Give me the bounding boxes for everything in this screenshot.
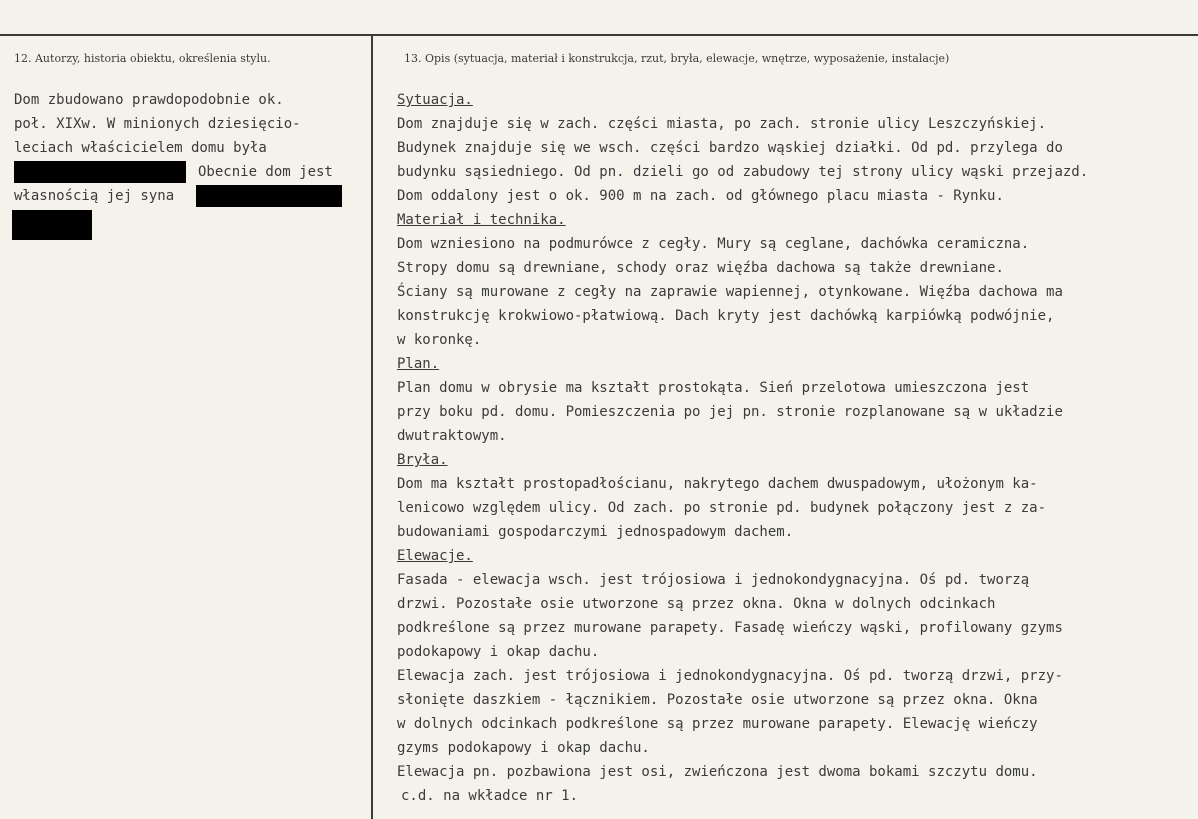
text-line: słonięte daszkiem - łącznikiem. Pozostałe osie utworzone są przez okna. Okna bbox=[397, 692, 1038, 708]
text-line: c.d. na wkładce nr 1. bbox=[401, 788, 579, 804]
text-line: Elewacja zach. jest trójosiowa i jednokondygnacyjna. Oś pd. tworzą drzwi, przy- bbox=[397, 668, 1063, 684]
text-line: konstrukcję krokwiowo-płatwiową. Dach kryty jest dachówką karpiówką podwójnie, bbox=[397, 308, 1055, 324]
section-heading-plan: Plan. bbox=[397, 356, 440, 372]
description-text bbox=[397, 88, 1197, 808]
top-rule bbox=[0, 34, 1198, 36]
redaction-block bbox=[14, 161, 186, 183]
section-heading-elevations: Elewacje. bbox=[397, 548, 473, 564]
history-line bbox=[14, 160, 364, 184]
redaction-block bbox=[196, 185, 342, 207]
section-heading-massing: Bryła. bbox=[397, 452, 448, 468]
redaction-block bbox=[12, 210, 92, 240]
text-line: Dom znajduje się w zach. części miasta, po zach. stronie ulicy Leszczyńskiej. bbox=[397, 116, 1047, 132]
text-line: Ściany są murowane z cegły na zaprawie wapiennej, otynkowane. Więźba dachowa ma bbox=[397, 284, 1063, 300]
history-line-text: Obecnie dom jest bbox=[198, 164, 333, 180]
text-line: Dom wzniesiono na podmurówce z cegły. Mury są ceglane, dachówka ceramiczna. bbox=[397, 236, 1030, 252]
text-line: Dom ma kształt prostopadłościanu, nakrytego dachem dwuspadowym, ułożonym ka- bbox=[397, 476, 1038, 492]
text-line: Elewacja pn. pozbawiona jest osi, zwieńczona jest dwoma bokami szczytu domu. bbox=[397, 764, 1038, 780]
history-line: poł. XIXw. W minionych dziesięcio- bbox=[14, 116, 301, 132]
text-line: Plan domu w obrysie ma kształt prostokąta. Sień przelotowa umieszczona jest bbox=[397, 380, 1030, 396]
text-line: w dolnych odcinkach podkreślone są przez murowane parapety. Elewację wieńczy bbox=[397, 716, 1038, 732]
history-line: leciach właścicielem domu była bbox=[14, 140, 267, 156]
history-text bbox=[14, 88, 364, 232]
history-line bbox=[14, 208, 364, 232]
text-line: drzwi. Pozostałe osie utworzone są przez okna. Okna w dolnych odcinkach bbox=[397, 596, 996, 612]
text-line: podkreślone są przez murowane parapety. Fasadę wieńczy wąski, profilowany gzyms bbox=[397, 620, 1063, 636]
text-line: dwutraktowym. bbox=[397, 428, 507, 444]
text-line: Stropy domu są drewniane, schody oraz więźba dachowa są także drewniane. bbox=[397, 260, 1004, 276]
section-13-header: 13. Opis (sytuacja, materiał i konstrukcja, rzut, bryła, elewacje, wnętrze, wyposażenie, instalacje) bbox=[404, 52, 950, 65]
section-12-header: 12. Autorzy, historia obiektu, określenia stylu. bbox=[14, 52, 271, 65]
section-heading-material: Materiał i technika. bbox=[397, 212, 566, 228]
text-line: w koronkę. bbox=[397, 332, 482, 348]
text-line: budynku sąsiedniego. Od pn. dzieli go od zabudowy tej strony ulicy wąski przejazd. bbox=[397, 164, 1089, 180]
text-line: Fasada - elewacja wsch. jest trójosiowa i jednokondygnacyjna. Oś pd. tworzą bbox=[397, 572, 1030, 588]
text-line: Budynek znajduje się we wsch. części bardzo wąskiej działki. Od pd. przylega do bbox=[397, 140, 1063, 156]
text-line: przy boku pd. domu. Pomieszczenia po jej pn. stronie rozplanowane są w układzie bbox=[397, 404, 1063, 420]
history-line bbox=[14, 184, 364, 208]
text-line: budowaniami gospodarczymi jednospadowym dachem. bbox=[397, 524, 794, 540]
text-line: lenicowo względem ulicy. Od zach. po stronie pd. budynek połączony jest z za- bbox=[397, 500, 1047, 516]
section-heading-situation: Sytuacja. bbox=[397, 92, 473, 108]
column-divider bbox=[371, 34, 373, 819]
text-line: podokapowy i okap dachu. bbox=[397, 644, 600, 660]
history-line-text: własnością jej syna bbox=[14, 188, 175, 204]
history-line: Dom zbudowano prawdopodobnie ok. bbox=[14, 92, 284, 108]
text-line: gzyms podokapowy i okap dachu. bbox=[397, 740, 650, 756]
text-line: Dom oddalony jest o ok. 900 m na zach. od głównego placu miasta - Rynku. bbox=[397, 188, 1004, 204]
